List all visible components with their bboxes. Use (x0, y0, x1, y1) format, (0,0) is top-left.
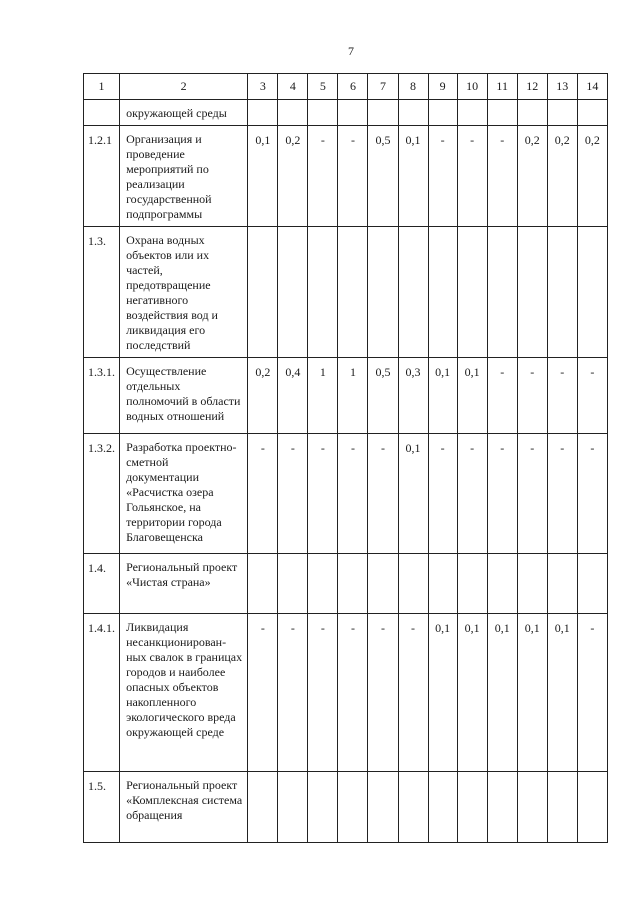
value-cell: 0,2 (248, 358, 278, 434)
value-cell: 0,2 (547, 126, 577, 227)
value-cell (248, 772, 278, 843)
row-number: 1.4. (84, 554, 120, 614)
table-header-row (84, 74, 608, 100)
value-cell: 0,5 (368, 358, 398, 434)
table-row (84, 100, 608, 126)
row-number: 1.3.2. (84, 434, 120, 554)
value-cell: 0,1 (487, 614, 517, 772)
value-cell (428, 772, 457, 843)
value-cell: 0,1 (517, 614, 547, 772)
value-cell: 0,3 (398, 358, 428, 434)
column-header: 5 (308, 74, 338, 100)
value-cell (517, 227, 547, 358)
value-cell: - (248, 434, 278, 554)
value-cell (398, 772, 428, 843)
value-cell (487, 772, 517, 843)
table-row (84, 772, 608, 843)
value-cell: - (577, 358, 607, 434)
value-cell (248, 554, 278, 614)
value-cell: - (547, 434, 577, 554)
table-row (84, 614, 608, 772)
value-cell: 0,1 (457, 614, 487, 772)
value-cell (278, 227, 308, 358)
value-cell (308, 554, 338, 614)
value-cell (338, 227, 368, 358)
value-cell (577, 772, 607, 843)
value-cell (248, 100, 278, 126)
table-row (84, 227, 608, 358)
value-cell (428, 100, 457, 126)
column-header: 13 (547, 74, 577, 100)
value-cell: - (487, 126, 517, 227)
value-cell (368, 554, 398, 614)
row-name: Организация и проведение мероприятий по реализации государственной подпрограммы (120, 126, 248, 227)
value-cell (547, 227, 577, 358)
value-cell: - (517, 358, 547, 434)
value-cell (457, 554, 487, 614)
value-cell (547, 772, 577, 843)
value-cell: - (487, 358, 517, 434)
value-cell: 1 (338, 358, 368, 434)
row-number: 1.4.1. (84, 614, 120, 772)
column-header: 6 (338, 74, 368, 100)
value-cell (338, 554, 368, 614)
value-cell: - (428, 434, 457, 554)
column-header: 11 (487, 74, 517, 100)
value-cell: - (338, 434, 368, 554)
value-cell (577, 554, 607, 614)
value-cell: - (368, 434, 398, 554)
value-cell (457, 772, 487, 843)
value-cell (308, 227, 338, 358)
row-name: Ликвидация несанкционирован-ных свалок в границах городов и наиболее опасных объектов накопленного экологического вреда окружающей среде (120, 614, 248, 772)
row-name: Осуществление отдельных полномочий в области водных отношений (120, 358, 248, 434)
value-cell: - (338, 126, 368, 227)
value-cell: - (248, 614, 278, 772)
value-cell (517, 100, 547, 126)
value-cell (428, 554, 457, 614)
value-cell (577, 100, 607, 126)
column-header: 8 (398, 74, 428, 100)
value-cell (368, 227, 398, 358)
value-cell (547, 554, 577, 614)
value-cell: - (398, 614, 428, 772)
value-cell: - (487, 434, 517, 554)
value-cell (278, 100, 308, 126)
value-cell: - (457, 126, 487, 227)
value-cell (338, 100, 368, 126)
row-name: Региональный проект «Комплексная система обращения (120, 772, 248, 843)
row-name: Региональный проект «Чистая страна» (120, 554, 248, 614)
value-cell: - (338, 614, 368, 772)
value-cell: - (428, 126, 457, 227)
value-cell (308, 100, 338, 126)
value-cell: - (308, 126, 338, 227)
value-cell (457, 227, 487, 358)
row-name: окружающей среды (120, 100, 248, 126)
value-cell: - (368, 614, 398, 772)
row-number (84, 100, 120, 126)
value-cell: 0,1 (398, 126, 428, 227)
value-cell: - (308, 614, 338, 772)
value-cell: 0,2 (278, 126, 308, 227)
page-number: 7 (348, 44, 354, 58)
value-cell: - (577, 434, 607, 554)
value-cell: 1 (308, 358, 338, 434)
row-number: 1.2.1 (84, 126, 120, 227)
value-cell: - (547, 358, 577, 434)
column-header: 9 (428, 74, 457, 100)
value-cell (398, 100, 428, 126)
column-header: 14 (577, 74, 607, 100)
value-cell: - (517, 434, 547, 554)
table-row (84, 434, 608, 554)
value-cell: 0,1 (428, 358, 457, 434)
value-cell: - (278, 614, 308, 772)
column-header: 10 (457, 74, 487, 100)
row-number: 1.3. (84, 227, 120, 358)
value-cell (248, 227, 278, 358)
table-row (84, 358, 608, 434)
row-name: Охрана водных объектов или их частей, предотвращение негативного воздействия вод и ликвидация его последствий (120, 227, 248, 358)
column-header: 4 (278, 74, 308, 100)
value-cell (547, 100, 577, 126)
value-cell: - (308, 434, 338, 554)
value-cell (398, 554, 428, 614)
value-cell (398, 227, 428, 358)
value-cell: - (278, 434, 308, 554)
table-row (84, 554, 608, 614)
value-cell: 0,1 (428, 614, 457, 772)
value-cell: 0,2 (517, 126, 547, 227)
column-header: 3 (248, 74, 278, 100)
value-cell: 0,1 (547, 614, 577, 772)
data-table (83, 73, 608, 843)
value-cell (368, 100, 398, 126)
value-cell: 0,2 (577, 126, 607, 227)
value-cell (517, 772, 547, 843)
column-header: 1 (84, 74, 120, 100)
value-cell (428, 227, 457, 358)
value-cell: 0,1 (398, 434, 428, 554)
table-row (84, 126, 608, 227)
value-cell (487, 100, 517, 126)
row-name: Разработка проектно-сметной документации «Расчистка озера Гольянское, на территории города Благовещенска (120, 434, 248, 554)
row-number: 1.5. (84, 772, 120, 843)
value-cell (517, 554, 547, 614)
column-header: 2 (120, 74, 248, 100)
value-cell: - (457, 434, 487, 554)
column-header: 7 (368, 74, 398, 100)
value-cell: 0,5 (368, 126, 398, 227)
value-cell (278, 772, 308, 843)
row-number: 1.3.1. (84, 358, 120, 434)
value-cell: 0,1 (248, 126, 278, 227)
value-cell (487, 227, 517, 358)
value-cell (487, 554, 517, 614)
value-cell (457, 100, 487, 126)
value-cell: 0,4 (278, 358, 308, 434)
value-cell (368, 772, 398, 843)
column-header: 12 (517, 74, 547, 100)
value-cell (577, 227, 607, 358)
value-cell (278, 554, 308, 614)
value-cell: 0,1 (457, 358, 487, 434)
value-cell (338, 772, 368, 843)
value-cell (308, 772, 338, 843)
value-cell: - (577, 614, 607, 772)
